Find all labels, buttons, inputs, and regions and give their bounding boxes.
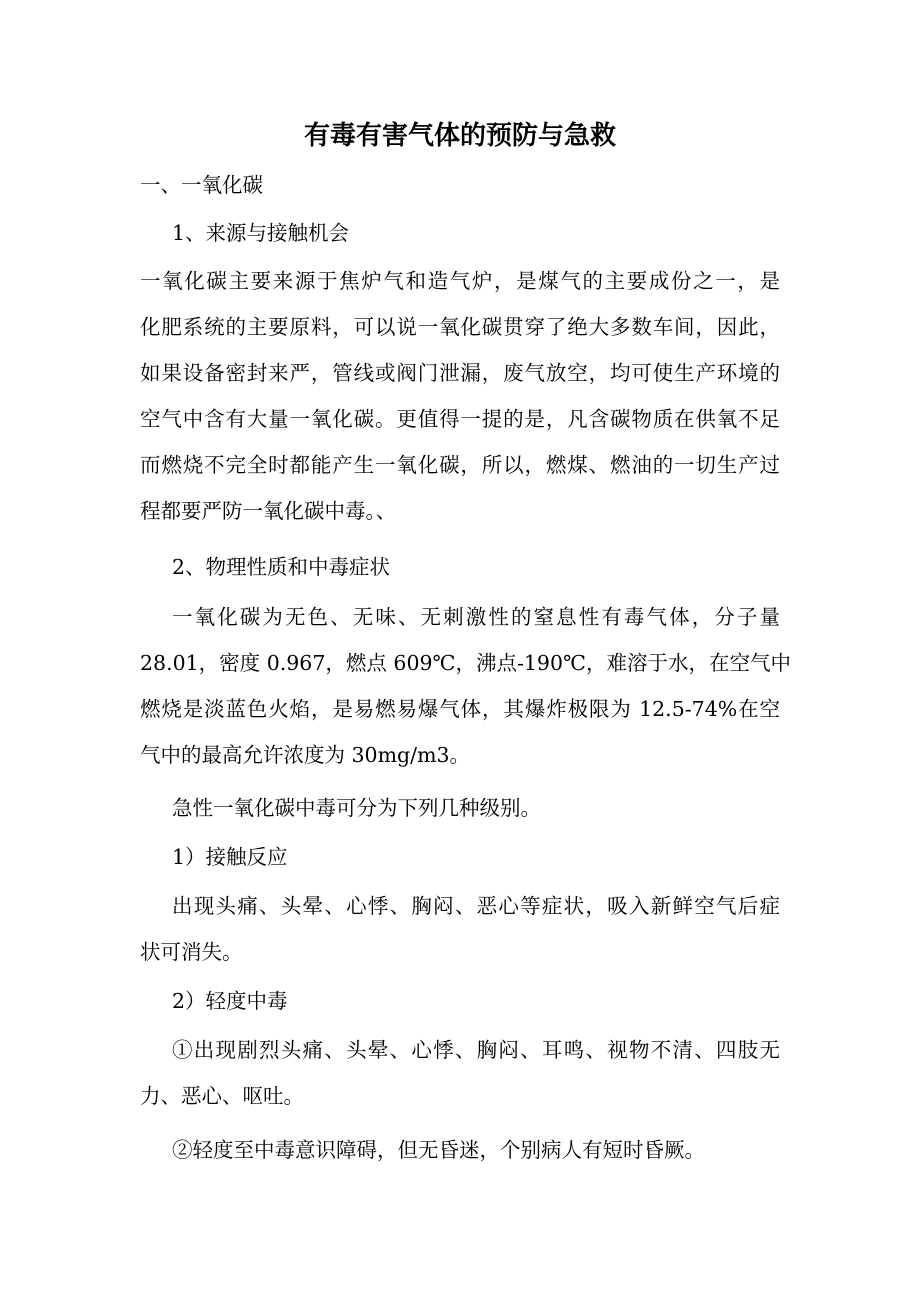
subsection-heading: 1、来源与接触机会 — [172, 221, 350, 245]
section-heading: 一、一氧化碳 — [140, 173, 263, 197]
paragraph-line: 程都要严防一氧化碳中毒。、 — [140, 499, 397, 523]
document-title: 有毒有害气体的预防与急救 — [303, 121, 616, 151]
paragraph-line: 如果设备密封来严，管线或阀门泄漏，废气放空，均可使生产环境的 — [140, 361, 780, 385]
paragraph-line: 出现头痛、头晕、心悸、胸闷、恶心等症状，吸入新鲜空气后症 — [172, 894, 780, 918]
paragraph-line: 燃烧是淡蓝色火焰，是易燃易爆气体，其爆炸极限为 12.5-74%在空 — [140, 697, 780, 721]
paragraph-line: 空气中含有大量一氧化碳。更值得一提的是，凡含碳物质在供氧不足 — [140, 407, 780, 431]
list-heading: 2）轻度中毒 — [172, 989, 288, 1013]
paragraph-line: 化肥系统的主要原料，可以说一氧化碳贯穿了绝大多数车间，因此， — [140, 315, 780, 339]
paragraph-line: 而燃烧不完全时都能产生一氧化碳，所以，燃煤、燃油的一切生产过 — [140, 453, 780, 477]
subsection-heading: 2、物理性质和中毒症状 — [172, 555, 391, 579]
paragraph-line: 28.01，密度 0.967，燃点 609℃，沸点-190℃，难溶于水，在空气中 — [140, 651, 791, 675]
paragraph-line: 力、恶心、呕吐。 — [140, 1084, 304, 1108]
list-heading: 1）接触反应 — [172, 845, 288, 869]
paragraph-line: 一氧化碳为无色、无味、无刺激性的窒息性有毒气体，分子量 — [172, 605, 780, 629]
paragraph-line: ①出现剧烈头痛、头晕、心悸、胸闷、耳鸣、视物不清、四肢无 — [172, 1038, 780, 1062]
paragraph-line: 急性一氧化碳中毒可分为下列几种级别。 — [172, 796, 541, 820]
paragraph-line: 气中的最高允许浓度为 30mg/m3。 — [140, 743, 471, 767]
paragraph-line: 一氧化碳主要来源于焦炉气和造气炉，是煤气的主要成份之一，是 — [140, 269, 780, 293]
paragraph-line: 状可消失。 — [140, 940, 243, 964]
paragraph-line: ②轻度至中毒意识障碍，但无昏迷，个别病人有短时昏厥。 — [172, 1138, 705, 1162]
